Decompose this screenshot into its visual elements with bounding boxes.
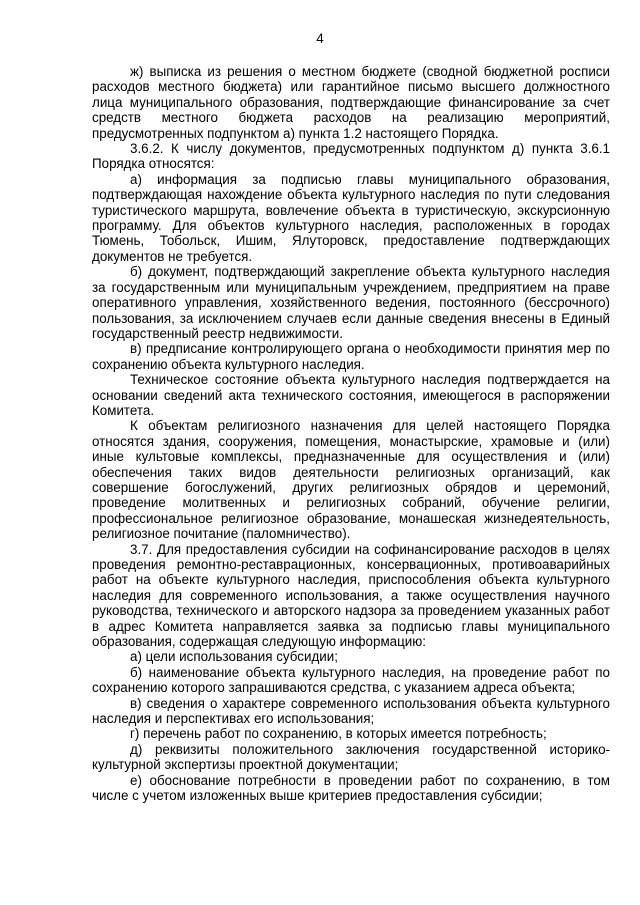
page-number: 4	[316, 31, 324, 46]
list-item-g-works: г) перечень работ по сохранению, в которых имеется потребность;	[130, 726, 547, 742]
list-item-e-justification: е) обоснование потребности в проведении работ по сохранению, в том числе с учетом изложенных выше критериев предоставления субсидии;	[92, 772, 610, 804]
paragraph-v-prescription: в) предписание контролирующего органа о необходимости принятия мер по сохранению объекта культурного наследия.	[92, 341, 610, 372]
paragraph-religious-objects: К объектам религиозного назначения для целей настоящего Порядка относятся здания, сооружения, помещения, монастырские, храмовые и (или) иные культовые комплексы, предназначенные для осуществления и (или) обеспечения таких видов деятельности религиозных организаций, как совершение богослужений, других религиозных обрядов и церемоний, проведение молитвенных и религиозных собраний, обучение религии, профессиональное религиозное образование, монашеская жизнедеятельность, религиозное почитание (паломничество).	[92, 418, 610, 542]
list-item-d-expertise: д) реквизиты положительного заключения государственной историко-культурной экспертизы проектной документации;	[92, 741, 610, 773]
paragraph-3-7: 3.7. Для предоставления субсидии на софинансирование расходов в целях проведения ремонтно-реставрационных, консервационных, противоаварийных работ на объекте культурного наследия, приспособления объекта культурного наследия для современного использования, а также осуществления научного руководства, технического и авторского надзора за проведением указанных работ в адрес Комитета направляется заявка за подписью главы муниципального образования, содержащая следующую информацию:	[92, 541, 610, 650]
list-item-b-object-name: б) наименование объекта культурного наследия, на проведение работ по сохранению которого запрашиваются средства, с указанием адреса объекта;	[92, 664, 610, 696]
paragraph-zh: ж) выписка из решения о местном бюджете (сводной бюджетной росписи расходов местного бюджета) или гарантийное письмо высшего должностного лица муниципального образования, подтверждающие финансирование за счет средств местного бюджета расходов на реализацию мероприятий, предусмотренных подпунктом а) пункта 1.2 настоящего Порядка.	[92, 64, 610, 141]
paragraph-technical-condition: Техническое состояние объекта культурного наследия подтверждается на основании сведений акта технического состояния, имеющегося в распоряжении Комитета.	[92, 372, 610, 418]
document-body	[92, 64, 610, 804]
paragraph-b-ownership-document: б) документ, подтверждающий закрепление объекта культурного наследия за государственным или муниципальным учреждением, предприятием на праве оперативного управления, хозяйственного ведения, постоянного (бессрочного) пользования, за исключением случаев если данные сведения внесены в Единый государственный реестр недвижимости.	[92, 264, 610, 341]
paragraph-a-tourist-route: а) информация за подписью главы муниципального образования, подтверждающая нахождение объекта культурного наследия по пути следования туристического маршрута, вовлечение объекта в туристическую, экскурсионную программу. Для объектов культурного наследия, расположенных в городах Тюмень, Тобольск, Ишим, Ялуторовск, предоставление подтверждающих документов не требуется.	[92, 171, 610, 264]
paragraph-3-6-2: 3.6.2. К числу документов, предусмотренных подпунктом д) пункта 3.6.1 Порядка относятся:	[92, 141, 610, 172]
list-item-a-purpose: а) цели использования субсидии;	[130, 649, 338, 665]
list-item-v-usage: в) сведения о характере современного использования объекта культурного наследия и перспективах его использования;	[92, 695, 610, 727]
